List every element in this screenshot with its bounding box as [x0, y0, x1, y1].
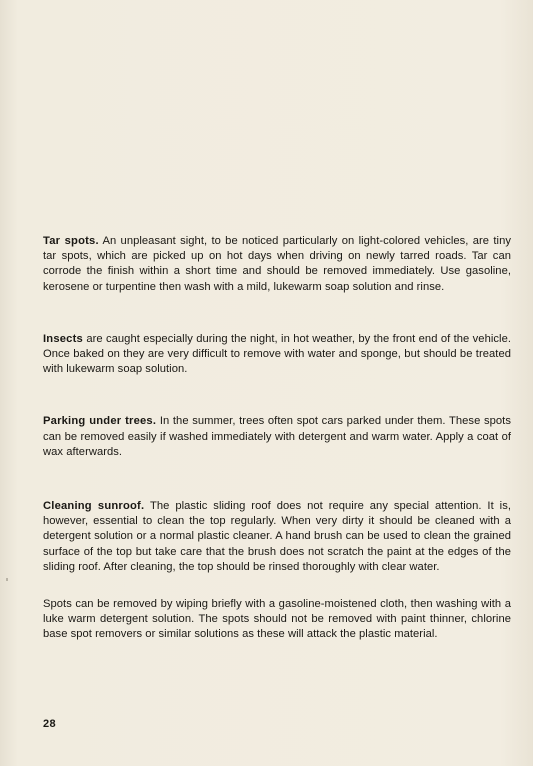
body-parking-under-trees: In the summer, trees often spot cars parked under them. These spots can be removed easily if washed immediately with detergent and warm water. Apply a coat of wax afterwards. [43, 415, 511, 458]
body-insects: are caught especially during the night, in hot weather, by the front end of the vehicle. Once baked on they are very difficult to remove with water and sponge, but should be treated with lukewarm soap solution. [43, 332, 511, 376]
page-content [43, 234, 511, 643]
body-tar-spots: An unpleasant sight, to be noticed particularly on light-colored vehicles, are tiny tar spots, which are picked up on hot days when driving on newly tarred roads. Tar can corrode the finish within a short time and should be removed immediately. Use gasoline, kerosene or turpentine then wash with a mild, lukewarm soap solution and rinse. [43, 235, 511, 293]
page-number: 28 [43, 718, 57, 730]
heading-parking-under-trees: Parking under trees. [43, 415, 157, 428]
page-edge-mark [6, 578, 8, 581]
paragraph-parking-under-trees [43, 414, 511, 460]
paragraph-tar-spots [43, 234, 511, 295]
paragraph-cleaning-sunroof [43, 499, 511, 575]
body-cleaning-sunroof: The plastic sliding roof does not require any special attention. It is, however, essential to clean the top regularly. When very dirty it should be cleaned with a detergent solution or a normal plastic cleaner. A hand brush can be used to clean the grained surface of the top but take care that the brush does not scratch the paint at the edges of the sliding roof. After cleaning, the top should be rinsed thoroughly with clear water. [43, 500, 512, 573]
paragraph-spot-removal: Spots can be removed by wiping briefly with a gasoline-moistened cloth, then washing with a luke warm detergent solution. The spots should not be removed with paint thinner, chlorine base spot removers or similar solutions as these will attack the plastic material. [43, 598, 511, 641]
paragraph-insects [43, 332, 511, 378]
heading-cleaning-sunroof: Cleaning sunroof. [43, 500, 145, 513]
heading-tar-spots: Tar spots. [43, 235, 99, 247]
heading-insects: Insects [43, 332, 83, 345]
